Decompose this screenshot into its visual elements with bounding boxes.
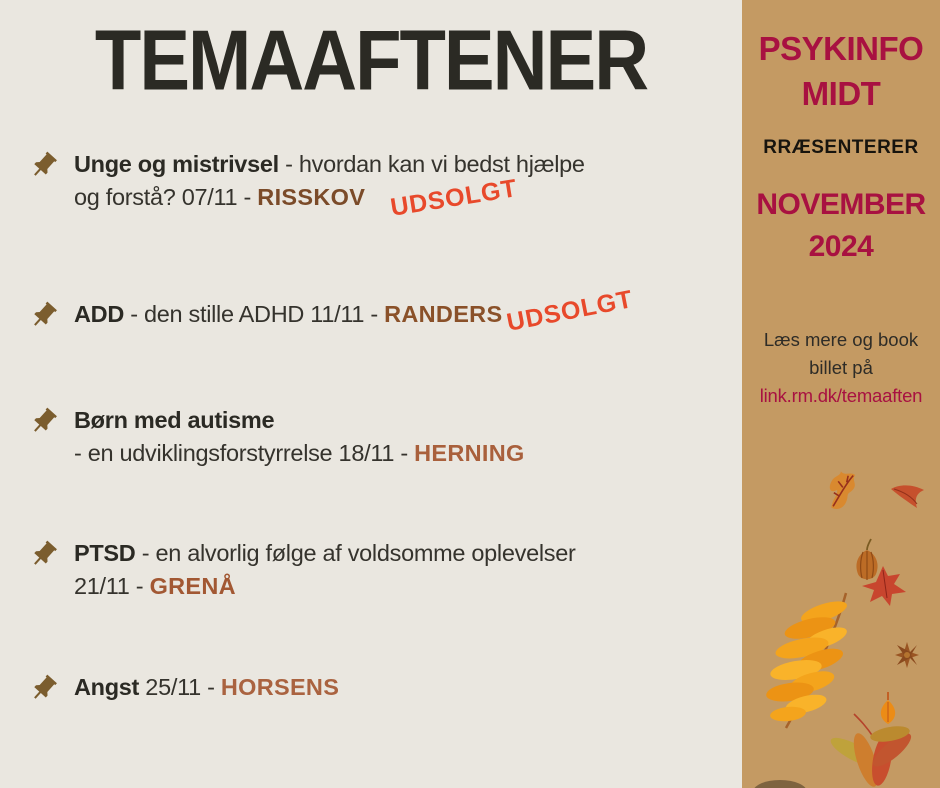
pushpin-icon bbox=[22, 294, 66, 338]
month-line1: NOVEMBER bbox=[756, 188, 926, 221]
brand-line1: PSYKINFO bbox=[758, 30, 924, 67]
brand-line2: MIDT bbox=[801, 75, 881, 112]
pushpin-icon bbox=[22, 533, 66, 577]
event-item-boern-med-autisme bbox=[28, 404, 525, 470]
event-description: - en udviklingsforstyrrelse 18/11 - bbox=[74, 440, 415, 466]
event-item-ptsd bbox=[28, 537, 576, 603]
event-text bbox=[74, 404, 525, 470]
pushpin-icon bbox=[22, 667, 66, 711]
month-title bbox=[742, 184, 940, 268]
soldout-stamp: UDSOLGT bbox=[504, 285, 636, 337]
event-location: HORSENS bbox=[220, 674, 340, 700]
presents-label: RRÆSENTERER bbox=[763, 137, 919, 158]
event-title: Børn med autisme bbox=[74, 407, 275, 433]
event-location: HERNING bbox=[414, 440, 525, 466]
event-date: 21/11 - bbox=[74, 573, 150, 599]
booking-line2: billet på bbox=[809, 357, 873, 378]
event-title: ADD bbox=[74, 301, 125, 327]
booking-link[interactable]: link.rm.dk/temaaften bbox=[759, 385, 923, 406]
event-text bbox=[74, 298, 502, 331]
event-title: Angst bbox=[74, 674, 140, 700]
event-text bbox=[74, 671, 339, 704]
event-item-add bbox=[28, 298, 502, 331]
event-date: og forstå? 07/11 - bbox=[74, 184, 258, 210]
brand-title bbox=[742, 26, 940, 116]
event-item-angst bbox=[28, 671, 339, 704]
event-text bbox=[74, 537, 576, 603]
poster-title: TEMAAFTENER bbox=[94, 13, 648, 109]
event-location: GRENÅ bbox=[149, 573, 236, 599]
event-title: Unge og mistrivsel bbox=[74, 151, 279, 177]
event-description: - den stille ADHD 11/11 - bbox=[124, 301, 385, 327]
soldout-stamp: UDSOLGT bbox=[388, 174, 520, 222]
event-location: RANDERS bbox=[384, 301, 503, 327]
pushpin-icon bbox=[22, 400, 66, 444]
event-location: RISSKOV bbox=[257, 184, 366, 210]
booking-info bbox=[742, 326, 940, 410]
event-description: - hvordan kan vi bedst hjælpe bbox=[278, 151, 585, 177]
pushpin-icon bbox=[22, 144, 66, 188]
event-date: 25/11 - bbox=[139, 674, 221, 700]
event-title: PTSD bbox=[74, 540, 136, 566]
event-description: - en alvorlig følge af voldsomme oplevelser bbox=[135, 540, 576, 566]
month-line2: 2024 bbox=[808, 230, 874, 263]
booking-line1: Læs mere og book bbox=[763, 329, 919, 350]
sidebar bbox=[742, 0, 940, 788]
